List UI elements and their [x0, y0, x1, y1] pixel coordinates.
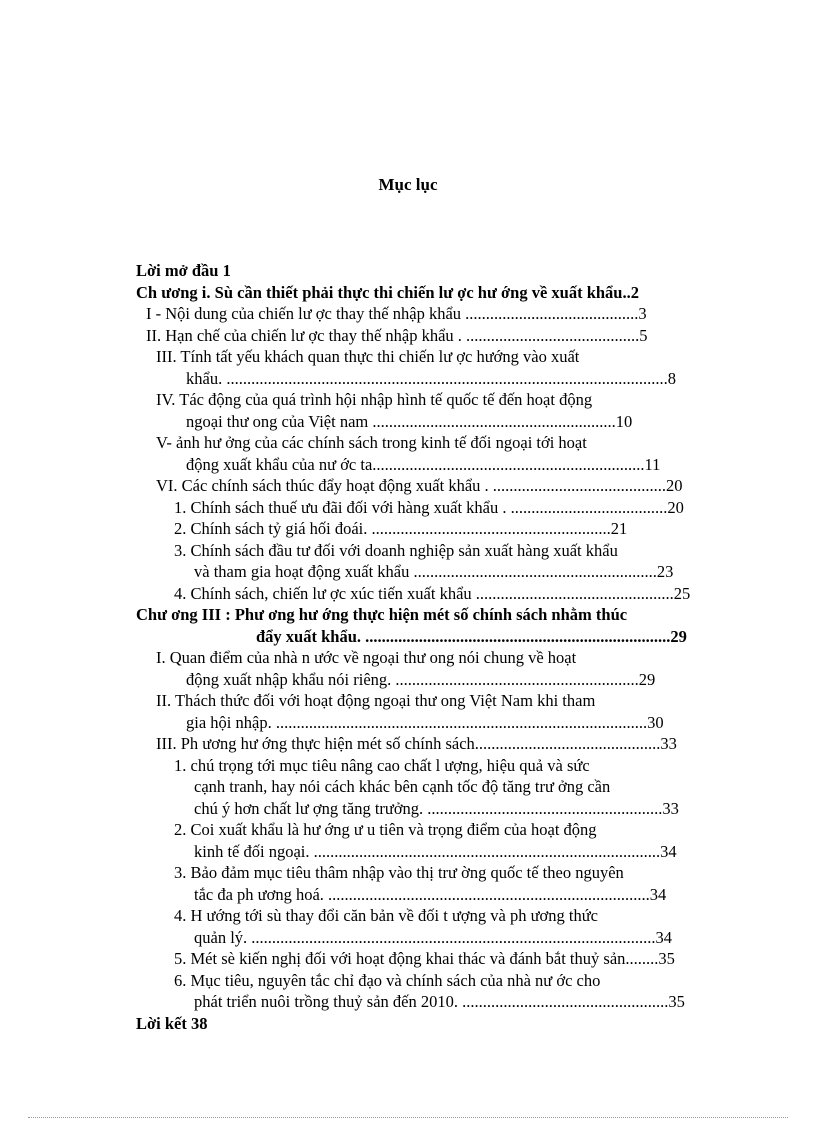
toc-entry[interactable]: 3. Chính sách đầu tư đối với doanh nghiệp sản xuất hàng xuất khẩu	[174, 541, 618, 560]
toc-entry-chapter-3-cont[interactable]: đẩy xuất khẩu. ..........................................................................29	[256, 627, 687, 646]
toc-entry[interactable]: III. Tính tất yếu khách quan thực thi chiến lư ợc hướng vào xuất	[156, 347, 580, 366]
toc-entry-cont[interactable]: khẩu. ...........................................................................................................8	[186, 369, 676, 388]
toc-entry-outro[interactable]: Lời kết 38	[136, 1014, 208, 1033]
page-bottom-divider	[28, 1117, 788, 1118]
toc-entry[interactable]: VI. Các chính sách thúc đẩy hoạt động xuất khẩu . ..........................................20	[156, 476, 683, 495]
toc-entry[interactable]: II. Hạn chế của chiến lư ợc thay thế nhập khẩu . ..........................................5	[146, 326, 648, 345]
toc-entry[interactable]: 4. H ướng tới sù thay đổi căn bản về đối t ượng và ph ương thức	[174, 906, 598, 925]
toc-entry[interactable]: III. Ph ương hư ớng thực hiện mét số chính sách.............................................33	[156, 734, 677, 753]
toc-entry-cont[interactable]: gia hội nhập. ..........................................................................................30	[186, 713, 664, 732]
toc-entry-cont[interactable]: cạnh tranh, hay nói cách khác bên cạnh tốc độ tăng trư ởng cần	[194, 777, 611, 796]
toc-entry[interactable]: V- ảnh hư ởng của các chính sách trong kinh tế đối ngoại tới hoạt	[156, 433, 587, 452]
toc-entry-cont[interactable]: tắc đa ph ương hoá. ..............................................................................34	[194, 885, 667, 904]
toc-entry-cont[interactable]: và tham gia hoạt động xuất khẩu ...........................................................23	[194, 562, 674, 581]
toc-entry-cont[interactable]: động xuất nhập khẩu nói riêng. ...........................................................29	[186, 670, 656, 689]
toc-entry-cont[interactable]: ngoại thư ong của Việt nam ...........................................................10	[186, 412, 633, 431]
toc-entry[interactable]: 2. Coi xuất khẩu là hư ớng ư u tiên và trọng điểm của hoạt động	[174, 820, 597, 839]
toc-entry-intro[interactable]: Lời mở đầu 1	[136, 261, 231, 280]
toc-entry-cont[interactable]: chú ý hơn chất lư ợng tăng trưởng. .........................................................33	[194, 799, 679, 818]
toc-entry[interactable]: 2. Chính sách tỷ giá hối đoái. ..........................................................21	[174, 519, 628, 538]
toc-entry[interactable]: 4. Chính sách, chiến lư ợc xúc tiến xuất khẩu ................................................25	[174, 584, 691, 603]
toc-entry[interactable]: I - Nội dung của chiến lư ợc thay thế nhập khẩu ..........................................3	[146, 304, 647, 323]
toc-entry[interactable]: IV. Tác động của quá trình hội nhập hình tế quốc tế đến hoạt động	[156, 390, 593, 409]
toc-entry[interactable]: 6. Mục tiêu, nguyên tắc chỉ đạo và chính sách của nhà nư ớc cho	[174, 971, 601, 990]
toc-entry[interactable]: 3. Bảo đảm mục tiêu thâm nhập vào thị trư ờng quốc tế theo nguyên	[174, 863, 624, 882]
toc-entry-cont[interactable]: quản lý. ..................................................................................................34	[194, 928, 673, 947]
toc-entry[interactable]: I. Quan điểm của nhà n ước về ngoại thư ong nói chung về hoạt	[156, 648, 577, 667]
toc-entry-cont[interactable]: phát triển nuôi trồng thuỷ sản đến 2010. ..................................................35	[194, 992, 685, 1011]
toc-entry-chapter-3[interactable]: Chư ơng III : Phư ơng hư ớng thực hiện mét số chính sách nhằm thúc	[136, 605, 628, 624]
toc-entry-cont[interactable]: kinh tế đối ngoại. ....................................................................................34	[194, 842, 677, 861]
toc-entry[interactable]: 5. Mét sè kiến nghị đối với hoạt động khai thác và đánh bắt thuỷ sản........35	[174, 949, 675, 968]
toc-entry[interactable]: II. Thách thức đối với hoạt động ngoại thư ong Việt Nam khi tham	[156, 691, 596, 710]
toc-entry[interactable]: 1. Chính sách thuế ưu đãi đối với hàng xuất khẩu . ......................................20	[174, 498, 684, 517]
page-title: Mục lục	[378, 175, 438, 194]
toc-entry-cont[interactable]: động xuất khẩu của nư ớc ta..................................................................11	[186, 455, 661, 474]
toc-entry-chapter-1[interactable]: Ch ương i. Sù cần thiết phải thực thi chiến lư ợc hư ớng về xuất khẩu..2	[136, 283, 639, 302]
toc-entry[interactable]: 1. chú trọng tới mục tiêu nâng cao chất l ượng, hiệu quả và sức	[174, 756, 590, 775]
